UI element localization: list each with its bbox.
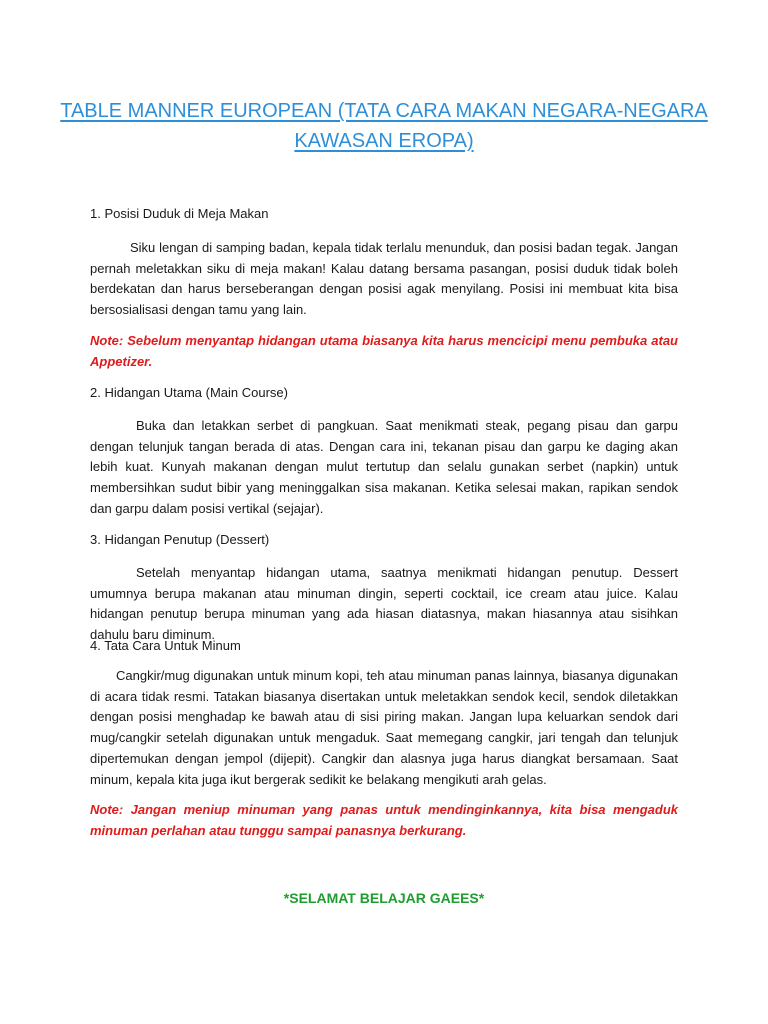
section-heading-hidangan-penutup: 3. Hidangan Penutup (Dessert) <box>90 532 270 547</box>
note-minuman-panas: Note: Jangan meniup minuman yang panas untuk mendinginkannya, kita bisa mengaduk minuman perlahan atau tunggu sampai panasnya berkurang. <box>90 802 678 838</box>
section-paragraph-hidangan-penutup: Setelah menyantap hidangan utama, saatnya menikmati hidangan penutup. Dessert umumnya berupa makanan atau minuman dingin, seperti cocktail, ice cream atau juice. Kalau hidangan penutup berupa minuman yang ada hiasan diatasnya, makan hiasannya atau sisihkan dahulu baru diminum. <box>90 565 678 643</box>
section-paragraph-hidangan-utama: Buka dan letakkan serbet di pangkuan. Saat menikmati steak, pegang pisau dan garpu dengan telunjuk tangan berada di atas. Dengan cara ini, tekanan pisau dan garpu ke daging akan lebih kuat. Kunyah makanan dengan mulut tertutup dan selalu gunakan serbet (napkin) untuk membersihkan sudut bibir yang meninggalkan sisa makanan. Ketika selesai makan, rapikan sendok dan garpu dalam posisi vertikal (sejajar). <box>90 418 678 516</box>
section-heading-tata-cara-minum: 4. Tata Cara Untuk Minum <box>90 638 241 653</box>
section-heading-hidangan-utama: 2. Hidangan Utama (Main Course) <box>90 385 288 400</box>
section-paragraph-tata-cara-minum: Cangkir/mug digunakan untuk minum kopi, teh atau minuman panas lainnya, biasanya digunakan di acara tidak resmi. Tatakan biasanya disertakan untuk meletakkan sendok kecil, sendok diletakkan dengan posisi menghadap ke bawah atau di sisi piring makan. Jangan lupa keluarkan sendok dari mug/cangkir setelah digunakan untuk mengaduk. Saat memegang cangkir, jari tengah dan telunjuk dipertemukan dengan jempol (dijepit). Cangkir dan alasnya juga harus diangkat bersamaan. Saat minum, kepala kita juga ikut bergerak sedikit ke belakang mengikuti arah gelas. <box>90 668 678 787</box>
note-appetizer: Note: Sebelum menyantap hidangan utama biasanya kita harus mencicipi menu pembuka atau Appetizer. <box>90 333 678 369</box>
section-heading-posisi-duduk: 1. Posisi Duduk di Meja Makan <box>90 206 269 221</box>
document-title: TABLE MANNER EUROPEAN (TATA CARA MAKAN NEGARA-NEGARA KAWASAN EROPA) <box>60 100 708 152</box>
closing-greeting: *SELAMAT BELAJAR GAEES* <box>283 890 485 906</box>
section-paragraph-posisi-duduk: Siku lengan di samping badan, kepala tidak terlalu menunduk, dan posisi badan tegak. Jangan pernah meletakkan siku di meja makan! Kalau datang bersama pasangan, posisi duduk tidak boleh berdekatan dan harus berseberangan dengan posisi agak menyilang. Posisi ini membuat kita bisa bersosialisasi dengan tamu yang lain. <box>90 240 678 318</box>
